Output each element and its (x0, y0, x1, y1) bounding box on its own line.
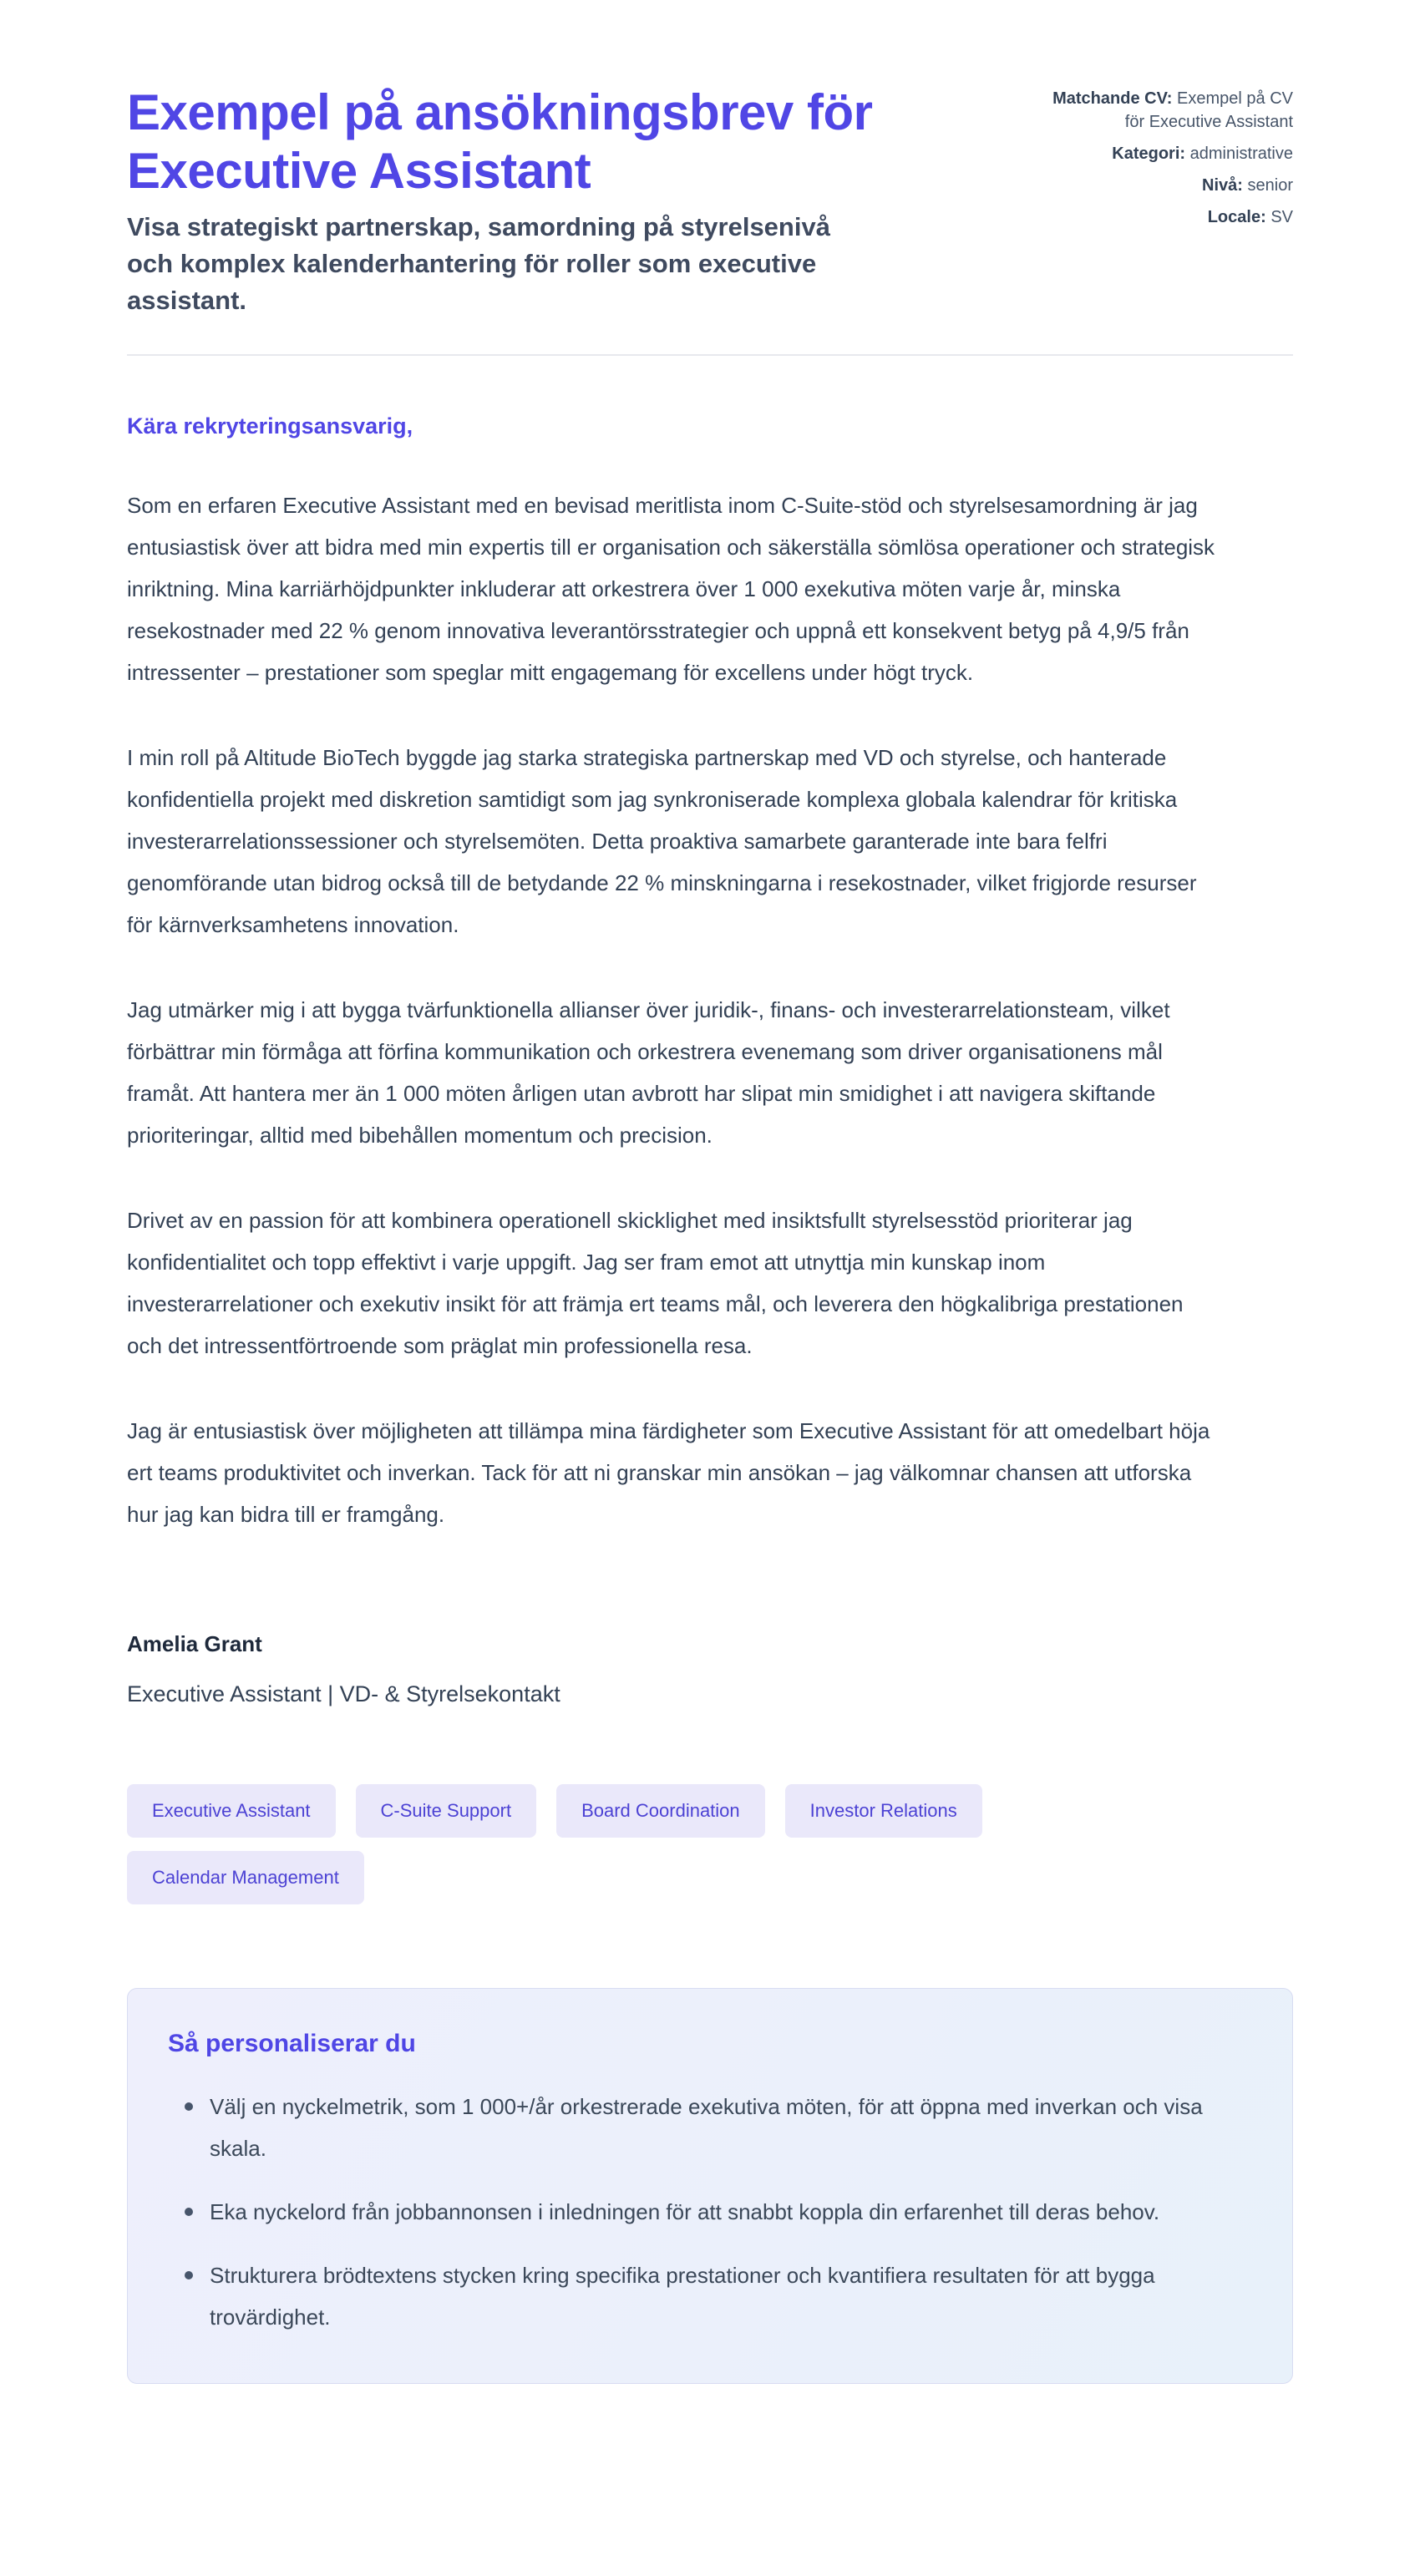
letter-paragraph: Drivet av en passion för att kombinera operationell skicklighet med insiktsfullt styrelsesstöd prioriterar jag konfidentialitet och topp effektivt i varje uppgift. Jag ser fram emot att utnyttja min kunskap inom investerarrelationer och exekutiv insikt för att främja ert teams mål, och leverera den högkalibriga prestationen och det intressentförtroende som präglat min professionella resa. (127, 1208, 1184, 1358)
tips-list (168, 2086, 1252, 2338)
meta-matching-cv-link[interactable]: Exempel på CV för Executive Assistant (1124, 89, 1293, 131)
meta-category (1032, 142, 1293, 165)
tag-investor-relations[interactable]: Investor Relations (785, 1784, 982, 1838)
tag-board-coordination[interactable]: Board Coordination (556, 1784, 765, 1838)
tag-executive-assistant[interactable]: Executive Assistant (127, 1784, 336, 1838)
letter-greeting: Kära rekryteringsansvarig, (127, 413, 413, 439)
meta-category-value: administrative (1189, 145, 1293, 163)
letter-paragraph: Som en erfaren Executive Assistant med en bevisad meritlista inom C-Suite-stöd och styrelsesamordning är jag entusiastisk över att bidra med min expertis till er organisation och säkerställa sömlösa operationer och strategisk inriktning. Mina karriärhöjdpunkter inkluderar att orkestrera över 1 000 exekutiva möten varje år, minska resekostnader med 22 % genom innovativa leverantörsstrategier och uppnå ett konsekvent betyg på 4,9/5 från intressenter – prestationer som speglar mitt engagemang för excellens under högt tryck. (127, 493, 1215, 685)
tip-item: Välj en nyckelmetrik, som 1 000+/år orkestrerade exekutiva möten, för att öppna med inverkan och visa skala. (181, 2086, 1250, 2169)
tag-calendar-management[interactable]: Calendar Management (127, 1851, 364, 1904)
page-header (127, 84, 1293, 319)
meta-matching-cv (1032, 87, 1293, 134)
letter-paragraph: Jag utmärker mig i att bygga tvärfunktionella allianser över juridik-, finans- och investerarrelationsteam, vilket förbättrar min förmåga att förfina kommunikation och orkestrera evenemang som driver organisationens mål framåt. Att hantera mer än 1 000 möten årligen utan avbrott har slipat min smidighet i att navigera skiftande prioriteringar, alltid med bibehållen momentum och precision. (127, 997, 1170, 1148)
skill-tags (127, 1784, 1213, 1904)
meta-category-label: Kategori: (1112, 145, 1186, 163)
tip-item: Strukturera brödtextens stycken kring specifika prestationer och kvantifiera resultaten för att bygga trovärdighet. (181, 2254, 1250, 2338)
tips-title: Så personaliserar du (168, 2030, 416, 2057)
header-divider (127, 354, 1293, 356)
tag-c-suite-support[interactable]: C-Suite Support (356, 1784, 537, 1838)
meta-level (1032, 174, 1293, 197)
meta-locale-label: Locale: (1207, 208, 1266, 226)
header-title-block (127, 84, 971, 319)
page-title: Exempel på ansökningsbrev för Executive Assistant (127, 84, 873, 199)
letter-signature (127, 1629, 1293, 1709)
personalization-tips-card (127, 1988, 1293, 2384)
meta-block (1032, 84, 1293, 237)
signature-name: Amelia Grant (127, 1631, 262, 1656)
meta-level-label: Nivå: (1202, 176, 1243, 195)
letter-paragraph: Jag är entusiastisk över möjligheten att tillämpa mina färdigheter som Executive Assistant för att omedelbart höja ert teams produktivitet och inverkan. Tack för att ni granskar min ansökan – jag välkomnar chansen att utforska hur jag kan bidra till er framgång. (127, 1418, 1210, 1527)
signature-role: Executive Assistant | VD- & Styrelsekontakt (127, 1681, 560, 1706)
letter-body (127, 411, 1293, 1709)
meta-locale-value: SV (1270, 208, 1293, 226)
meta-level-value: senior (1247, 176, 1293, 195)
meta-locale (1032, 205, 1293, 229)
letter-paragraph: I min roll på Altitude BioTech byggde jag starka strategiska partnerskap med VD och styrelse, och hanterade konfidentiella projekt med diskretion samtidigt som jag synkroniserade komplexa globala kalendrar för kritiska investerarrelationssessioner och styrelsemöten. Detta proaktiva samarbete garanterade inte bara felfri genomförande utan bidrog också till de betydande 22 % minskningarna i resekostnader, vilket frigjorde resurser för kärnverksamhetens innovation. (127, 745, 1197, 937)
page-subtitle: Visa strategiskt partnerskap, samordning på styrelsenivå och komplex kalenderhantering för roller som executive assistant. (127, 212, 830, 315)
tip-item: Eka nyckelord från jobbannonsen i inledningen för att snabbt koppla din erfarenhet till deras behov. (181, 2191, 1250, 2233)
meta-matching-cv-label: Matchande CV: (1052, 89, 1173, 108)
